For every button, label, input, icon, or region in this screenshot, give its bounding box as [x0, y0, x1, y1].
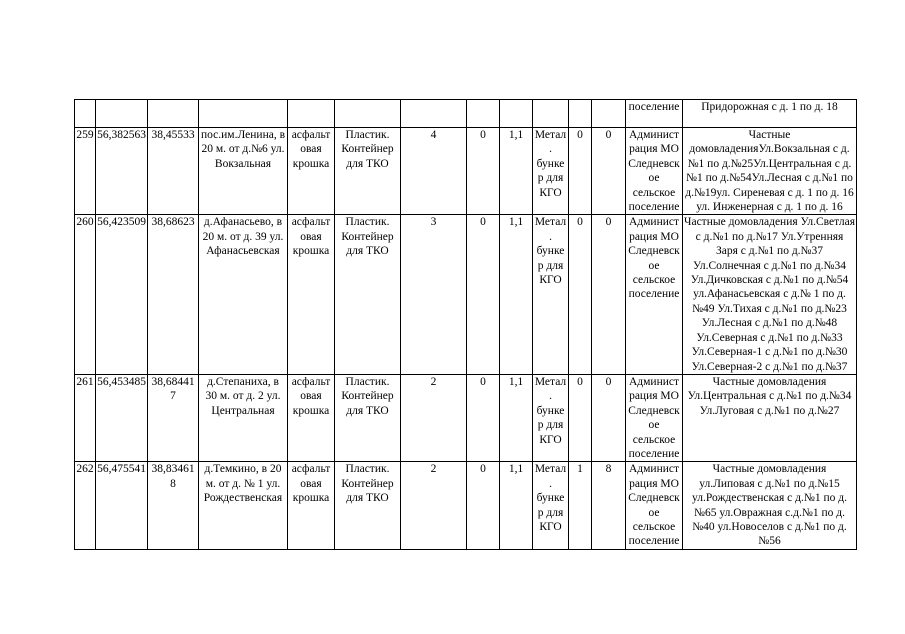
- cell-number: 261: [75, 374, 96, 461]
- cell-volume: 1,1: [500, 128, 533, 215]
- cell-container-type: [335, 100, 401, 128]
- table-row: [75, 128, 857, 215]
- cell-operator: Администрация МО Следневское сельское поселение: [626, 128, 683, 215]
- cell-bunker-volume: 0: [592, 374, 626, 461]
- cell-longitude: 38,45533: [148, 128, 199, 215]
- cell-value: 0: [467, 462, 500, 549]
- cell-served-addresses: Частные домовладения Ул.Центральная с д.№1 по д.№34 Ул.Луговая с д.№1 по д.№27: [683, 374, 857, 461]
- cell-number: 259: [75, 128, 96, 215]
- cell-container-type: Пластик. Контейнер для ТКО: [335, 128, 401, 215]
- cell-container-type: Пластик. Контейнер для ТКО: [335, 374, 401, 461]
- cell-surface: [288, 100, 335, 128]
- cell-served-addresses: Частные домовладенияУл.Вокзальная с д.№1 по д.№25Ул.Центральная с д.№1 по д.№54Ул.Лесная с д.№1 по д.№19ул. Сиреневая с д. 1 по д. 16 ул. Инженерная с д. 1 по д. 16: [683, 128, 857, 215]
- cell-bunker-volume: 8: [592, 462, 626, 549]
- cell-volume: [500, 100, 533, 128]
- cell-number: 262: [75, 462, 96, 549]
- cell-value: 0: [467, 128, 500, 215]
- cell-served-addresses: Частные домовладения Ул.Светлая с д.№1 по д.№17 Ул.Утренняя Заря с д.№1 по д.№37 Ул.Солнечная с д.№1 по д.№34 Ул.Дичковская с д.№1 по д.№54 ул.Афанасьевская с д.№ 1 по д.№49 Ул.Тихая с д.№1 по д.№23 Ул.Лесная с д.№1 по д.№48 Ул.Северная с д.№1 по д.№33 Ул.Северная-1 с д.№1 по д.№30 Ул.Северная-2 с д.№1 по д.№37: [684, 216, 855, 373]
- cell-bunker-count: 0: [569, 215, 592, 374]
- cell-bunker-count: [569, 100, 592, 128]
- cell-longitude: 38,684417: [148, 374, 199, 461]
- cell-number: [75, 100, 96, 128]
- cell-container-count: 2: [401, 462, 467, 549]
- cell-longitude: 38,834618: [148, 462, 199, 549]
- cell-container-type: Пластик. Контейнер для ТКО: [335, 462, 401, 549]
- cell-bunker-count: 0: [569, 374, 592, 461]
- cell-container-type: Пластик. Контейнер для ТКО: [335, 215, 401, 374]
- registry-table: [74, 99, 857, 550]
- cell-surface: асфальтовая крошка: [288, 215, 335, 374]
- cell-operator: Администрация МО Следневское сельское поселение: [626, 215, 683, 374]
- cell-served-addresses: Частные домовладения ул.Липовая с д.№1 по д.№15 ул.Рождественская с д.№1 по д.№65 ул.Овражная с.д.№1 по д.№40 ул.Новоселов с д.№1 по д.№56: [683, 462, 857, 549]
- cell-address: д.Темкино, в 20 м. от д. № 1 ул. Рождественская: [199, 462, 288, 549]
- table-row: [75, 374, 857, 461]
- cell-bunker-type: Метал. бункер для КГО: [533, 215, 569, 374]
- cell-surface: асфальтовая крошка: [288, 374, 335, 461]
- table-row: [75, 215, 857, 374]
- cell-bunker-type: [533, 100, 569, 128]
- cell-address: д.Афанасьево, в 20 м. от д. 39 ул. Афанасьевская: [199, 215, 288, 374]
- cell-bunker-volume: [592, 100, 626, 128]
- cell-operator: Администрация МО Следневское сельское поселение: [626, 462, 683, 549]
- cell-operator: Администрация МО Следневское сельское поселение: [626, 374, 683, 461]
- cell-latitude: [96, 100, 148, 128]
- cell-volume: 1,1: [500, 215, 533, 374]
- table-row: [75, 100, 857, 128]
- cell-value: 0: [467, 374, 500, 461]
- cell-operator: поселение: [626, 100, 683, 128]
- cell-latitude: 56,475541: [96, 462, 148, 549]
- cell-number: 260: [75, 215, 96, 374]
- cell-value: [467, 100, 500, 128]
- cell-bunker-count: 0: [569, 128, 592, 215]
- cell-bunker-type: Метал. бункер для КГО: [533, 462, 569, 549]
- cell-volume: 1,1: [500, 374, 533, 461]
- cell-volume: 1,1: [500, 462, 533, 549]
- cell-served-addresses: Придорожная с д. 1 по д. 18: [683, 100, 857, 128]
- cell-latitude: 56,382563: [96, 128, 148, 215]
- cell-container-count: [401, 100, 467, 128]
- cell-bunker-volume: 0: [592, 215, 626, 374]
- cell-longitude: [148, 100, 199, 128]
- cell-address: д.Степаниха, в 30 м. от д. 2 ул. Центральная: [199, 374, 288, 461]
- cell-address: пос.им.Ленина, в 20 м. от д.№6 ул. Вокзальная: [199, 128, 288, 215]
- cell-latitude: 56,423509: [96, 215, 148, 374]
- table-row: [75, 462, 857, 549]
- cell-bunker-volume: 0: [592, 128, 626, 215]
- cell-value: 0: [467, 215, 500, 374]
- cell-longitude: 38,68623: [148, 215, 199, 374]
- cell-bunker-count: 1: [569, 462, 592, 549]
- cell-container-count: 3: [401, 215, 467, 374]
- cell-surface: асфальтовая крошка: [288, 462, 335, 549]
- cell-latitude: 56,453485: [96, 374, 148, 461]
- cell-address: [199, 100, 288, 128]
- cell-container-count: 4: [401, 128, 467, 215]
- cell-bunker-type: Метал. бункер для КГО: [533, 128, 569, 215]
- cell-bunker-type: Метал. бункер для КГО: [533, 374, 569, 461]
- cell-container-count: 2: [401, 374, 467, 461]
- cell-surface: асфальтовая крошка: [288, 128, 335, 215]
